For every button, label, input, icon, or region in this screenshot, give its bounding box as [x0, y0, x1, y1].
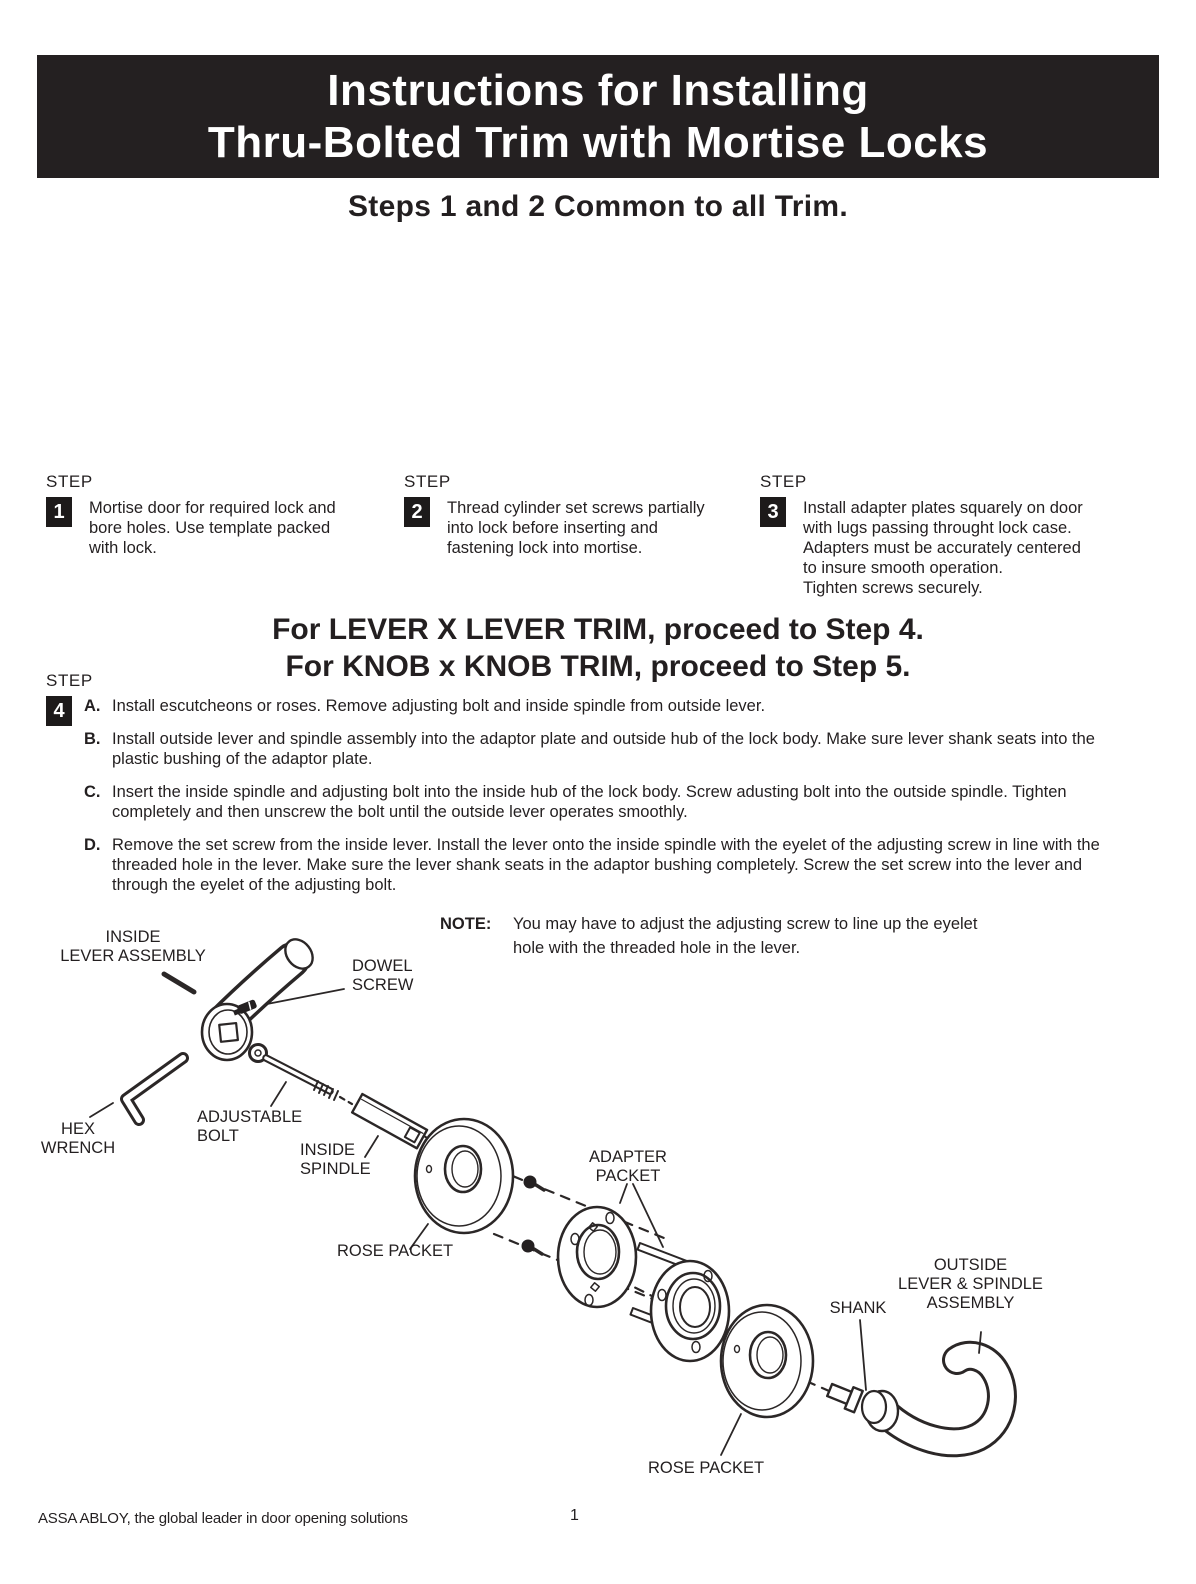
item-a-letter: A. — [84, 697, 101, 715]
rose-packet-inside-drawing — [415, 1119, 513, 1233]
adjustable-bolt-drawing — [250, 1045, 339, 1101]
step-4-section — [46, 671, 1158, 908]
item-a-text: Install escutcheons or roses. Remove adjusting bolt and inside spindle from outside lever. — [112, 697, 766, 715]
item-c-letter: C. — [84, 783, 101, 801]
label-adapter-packet: ADAPTER PACKET — [589, 1148, 667, 1185]
step-3-column — [760, 472, 1115, 598]
subtitle: Steps 1 and 2 Common to all Trim. — [348, 190, 848, 223]
page-number: 1 — [570, 1507, 579, 1524]
label-hex-wrench: HEX WRENCH — [40, 1120, 116, 1157]
item-d-letter: D. — [84, 836, 101, 854]
item-b-text: Install outside lever and spindle assembly into the adaptor plate and outside hub of the lock body. Make sure lever shank seats into the plastic bushing of the adaptor plate. — [112, 730, 1095, 768]
page-title-line2: Thru-Bolted Trim with Mortise Locks — [207, 117, 989, 167]
item-d-text: Remove the set screw from the inside lever. Install the lever onto the inside spindle with the eyelet of the adjusting screw in line with the threaded hole in the lever. Make sure the lever shank seats in the adaptor bushing completely. Screw the set screw into the lever and through the eyelet of the adjusting bolt. — [112, 836, 1100, 894]
step-3-text: Install adapter plates squarely on door with lugs passing throught lock case. Adapters must be accurately centered to insure smooth operation. Tighten screws securely. — [803, 499, 1083, 597]
rose-packet-outside-drawing — [721, 1305, 813, 1417]
step-4-item-c — [84, 782, 1114, 822]
label-inside-lever-assembly: INSIDE LEVER ASSEMBLY — [60, 928, 206, 965]
note-label: NOTE: — [440, 915, 492, 933]
label-inside-spindle: INSIDE SPINDLE — [300, 1141, 371, 1178]
label-rose-packet-outside: ROSE PACKET — [648, 1459, 765, 1477]
step-2-number-box: 2 — [404, 497, 430, 527]
step-1-column — [46, 472, 376, 558]
step-2-text: Thread cylinder set screws partially into lock before inserting and fastening lock into mortise. — [447, 499, 705, 557]
step-4-item-d — [84, 835, 1114, 895]
adapter-plate-2-drawing — [651, 1261, 729, 1361]
step-1-label: STEP — [46, 472, 93, 491]
label-adjustable-bolt: ADJUSTABLE BOLT — [197, 1108, 303, 1145]
label-outside-lever-spindle-assembly: OUTSIDE LEVER & SPINDLE ASSEMBLY — [898, 1256, 1043, 1312]
hex-wrench-drawing — [126, 1058, 183, 1120]
title-banner — [37, 55, 1159, 178]
item-c-text: Insert the inside spindle and adjusting bolt into the inside hub of the lock body. Screw adusting bolt into the outside spindle. Tighten completely and then unscrew the bolt until the outside lever operates smoothly. — [112, 783, 1067, 821]
exploded-diagram — [0, 920, 1196, 1520]
item-b-letter: B. — [84, 730, 101, 748]
outside-lever-drawing — [825, 1356, 1002, 1443]
step-3-label: STEP — [760, 472, 807, 491]
proceed-line1: For LEVER X LEVER TRIM, proceed to Step 4. — [272, 613, 924, 646]
step-4-items — [84, 696, 1114, 908]
step-4-item-a — [84, 696, 1114, 716]
page-title-line1: Instructions for Installing — [327, 65, 869, 115]
proceed-line2: For KNOB x KNOB TRIM, proceed to Step 5. — [285, 650, 911, 683]
step-2-label: STEP — [404, 472, 451, 491]
mounting-screws-drawing — [522, 1176, 545, 1255]
step-2-column — [404, 472, 739, 558]
adapter-plate-1-drawing — [558, 1207, 636, 1307]
step-1-text: Mortise door for required lock and bore holes. Use template packed with lock. — [89, 499, 336, 557]
step-4-item-b — [84, 729, 1114, 769]
step-3-number-box: 3 — [760, 497, 786, 527]
exploded-diagram-drawing — [0, 920, 1196, 1520]
label-shank: SHANK — [829, 1299, 887, 1317]
step-4-number-box: 4 — [46, 696, 72, 726]
step-1-number-box: 1 — [46, 497, 72, 527]
label-rose-packet-inside: ROSE PACKET — [337, 1242, 454, 1260]
label-dowel-screw: DOWEL SCREW — [352, 957, 414, 994]
step-4-label: STEP — [46, 671, 93, 690]
note-text: You may have to adjust the adjusting screw to line up the eyelet hole with the threaded hole in the lever. — [513, 915, 978, 957]
footer-brand-text: ASSA ABLOY, the global leader in door opening solutions — [38, 1510, 408, 1527]
